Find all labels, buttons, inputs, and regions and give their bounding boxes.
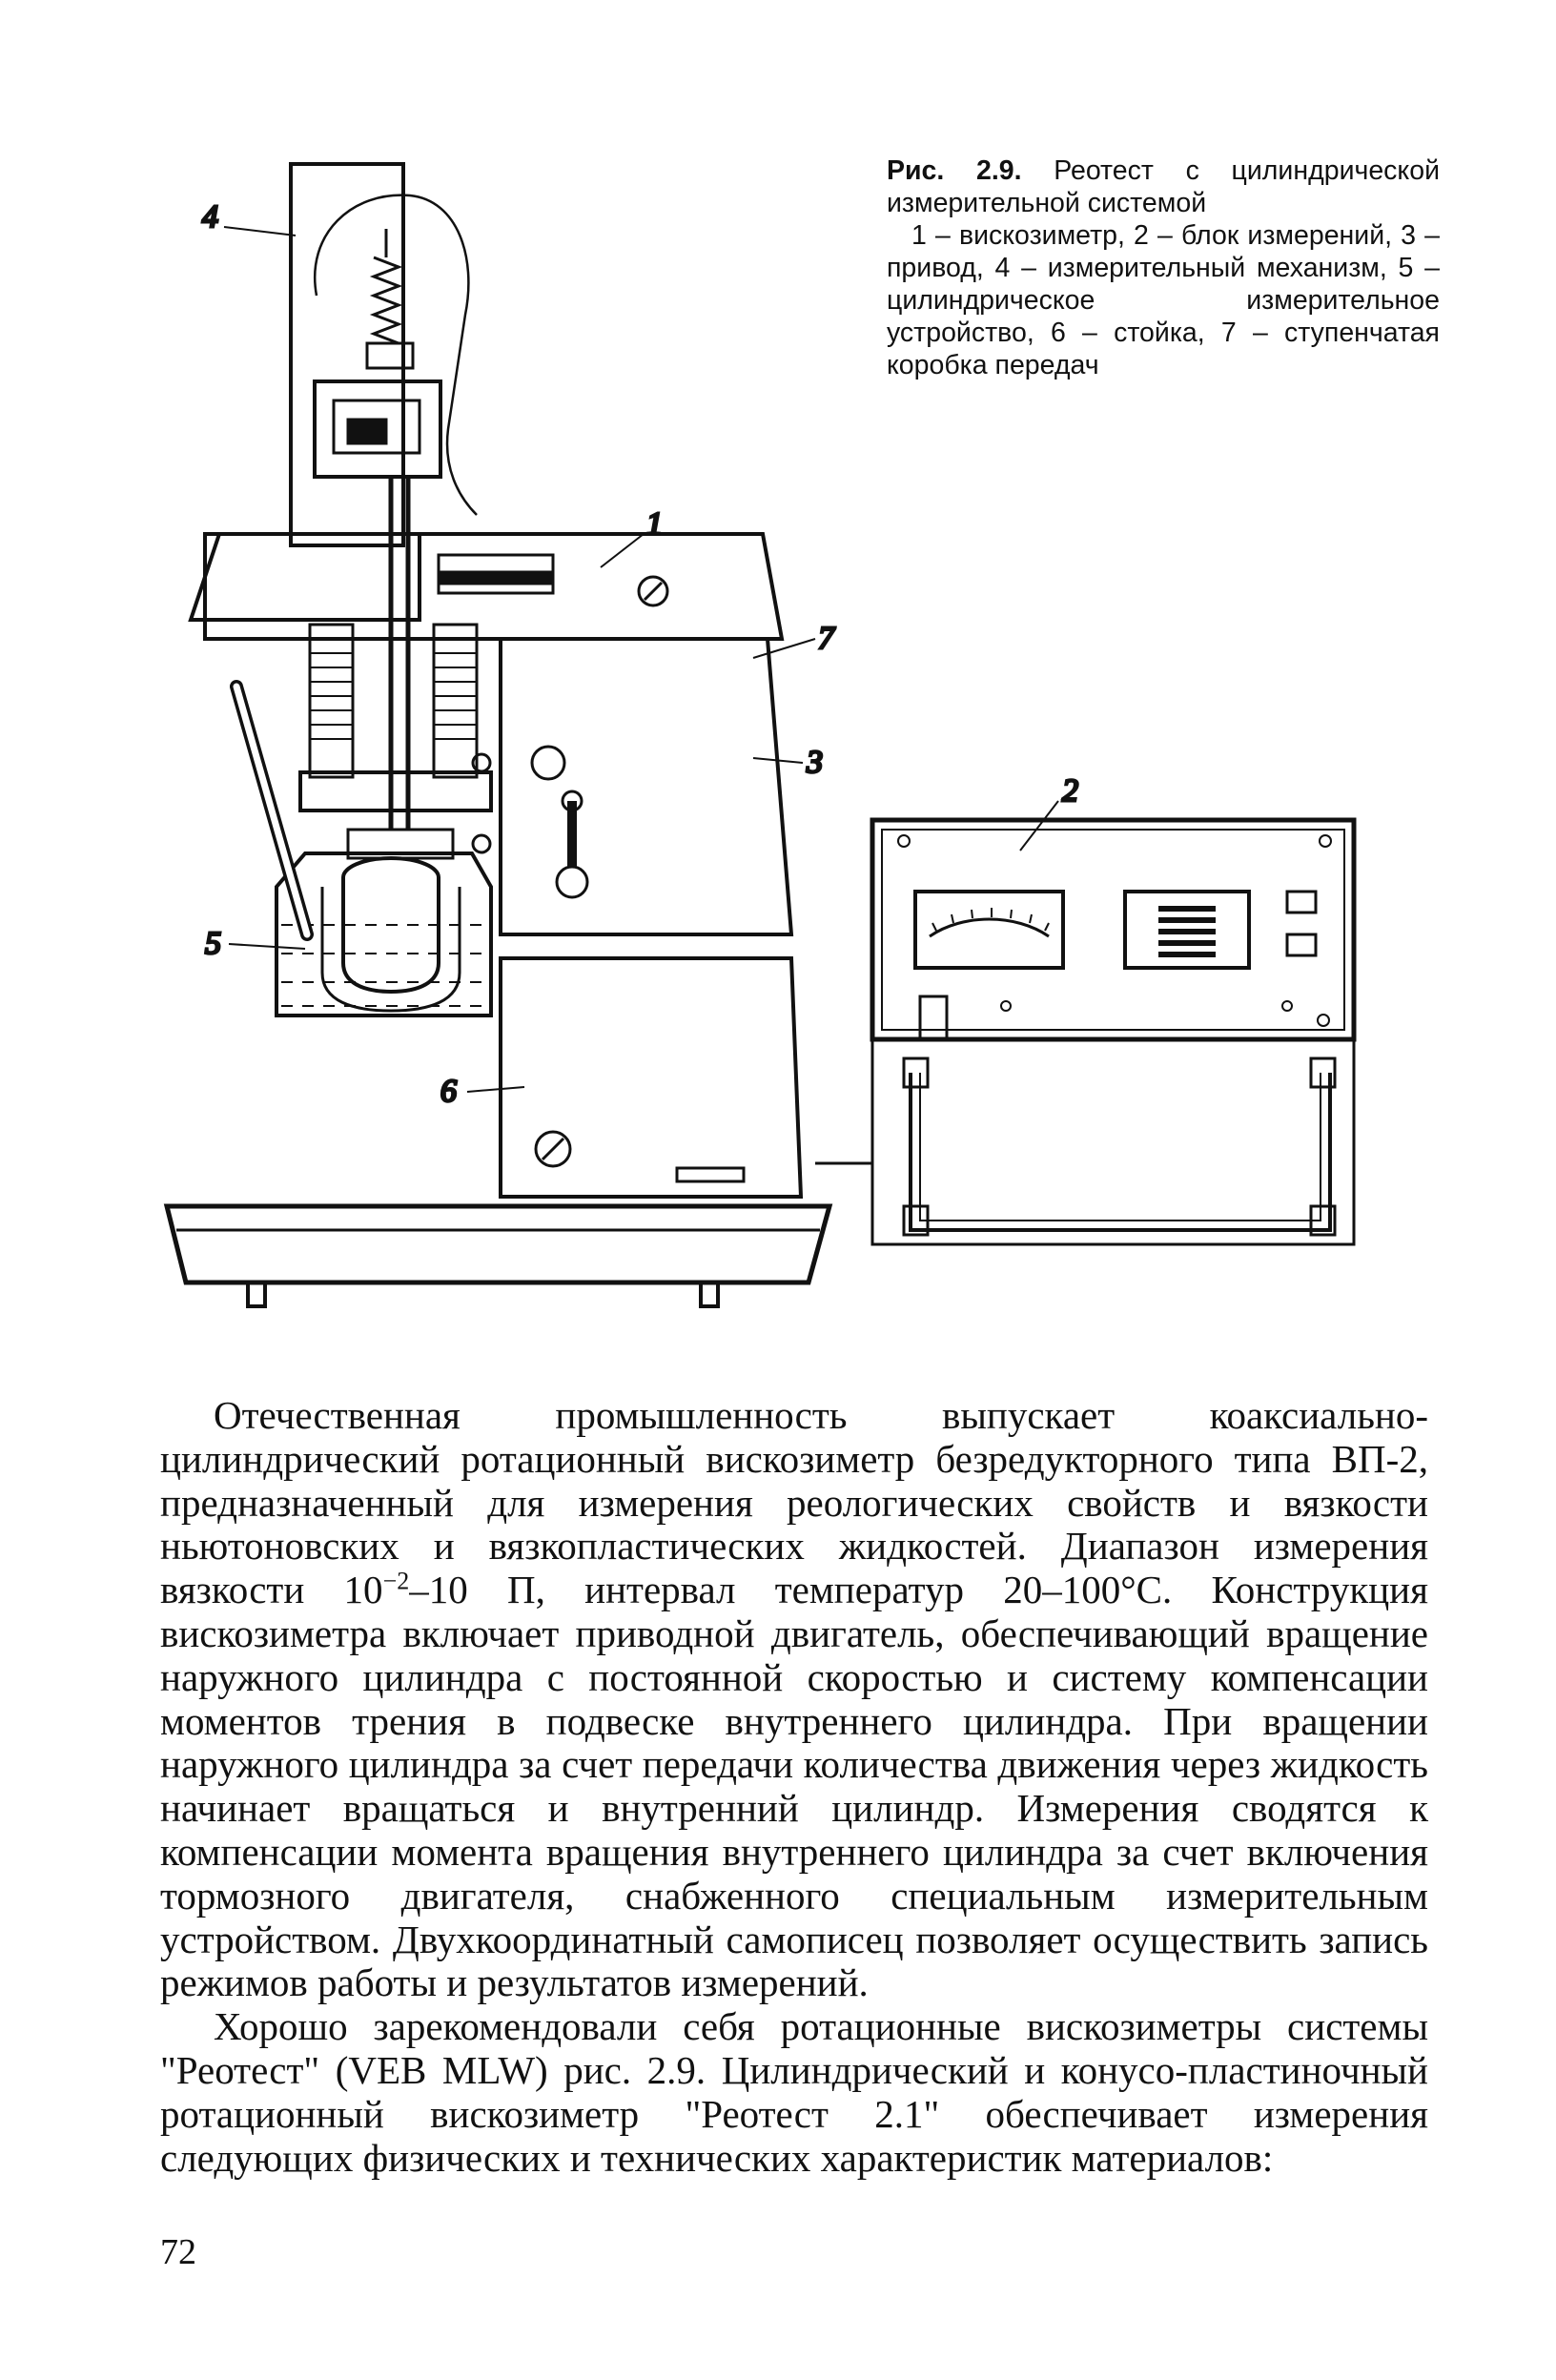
meter-dial-icon <box>915 892 1063 968</box>
exponent: −2 <box>382 1567 410 1595</box>
callout-4: 4 <box>202 199 218 235</box>
paragraph-1-part-a: Отечественная промышленность выпускает коаксиально-цилиндрический ротационный вискозиметр безредукторного типа ВП-2, предназначенный для измерения реологических свойств и вязкости ньютоновских и вязкопластических жидкостей. Диапазон измерения вязкости 10 <box>160 1393 1428 1612</box>
caption-legend: 1 – вискозиметр, 2 – блок измерений, 3 – привод, 4 – измерительный механизм, 5 – цилиндрическое измерительное устройство, 6 – стойка, 7 – ступенчатая коробка передач <box>887 220 1440 380</box>
callout-6: 6 <box>440 1074 457 1109</box>
figure-caption <box>887 154 1440 381</box>
callout-7: 7 <box>818 621 834 656</box>
callout-1: 1 <box>646 506 663 542</box>
callout-2: 2 <box>1062 773 1078 809</box>
body-text <box>160 1394 1428 2180</box>
caption-heading <box>887 154 1440 219</box>
page-number: 72 <box>160 2232 196 2272</box>
measurement-unit-drawing <box>872 820 1354 1244</box>
caption-label: Рис. 2.9. <box>887 155 1022 186</box>
paragraph-1 <box>160 1394 1428 2005</box>
caption-title: Реотест с цилиндрической измерительной системой <box>887 155 1440 218</box>
paragraph-1-part-b: –10 П, интервал температур 20–100°С. Конструкция вискозиметра включает приводной двигатель, обеспечивающий вращение наружного цилиндра с постоянной скоростью и систему компенсации моментов трения в подвеске внутреннего цилиндра. При вращении наружного цилиндра за счет передачи количества движения через жидкость начинает вращаться и внутренний цилиндр. Измерения сводятся к компенсации момента вращения внутреннего цилиндра за счет включения тормозного двигателя, снабженного специальным измерительным устройством. Двухкоординатный самописец позволяет осуществить запись режимов работы и результатов измерений. <box>160 1568 1428 2005</box>
callout-3: 3 <box>807 745 823 780</box>
paragraph-2: Хорошо зарекомендовали себя ротационные вискозиметры системы "Реотест" (VEB MLW) рис. 2.9. Цилиндрический и конусо-пластиночный ротационный вискозиметр "Реотест 2.1" обеспечивает измерения следующих физических и технических характеристик материалов: <box>160 2004 1428 2180</box>
callout-5: 5 <box>205 926 221 961</box>
